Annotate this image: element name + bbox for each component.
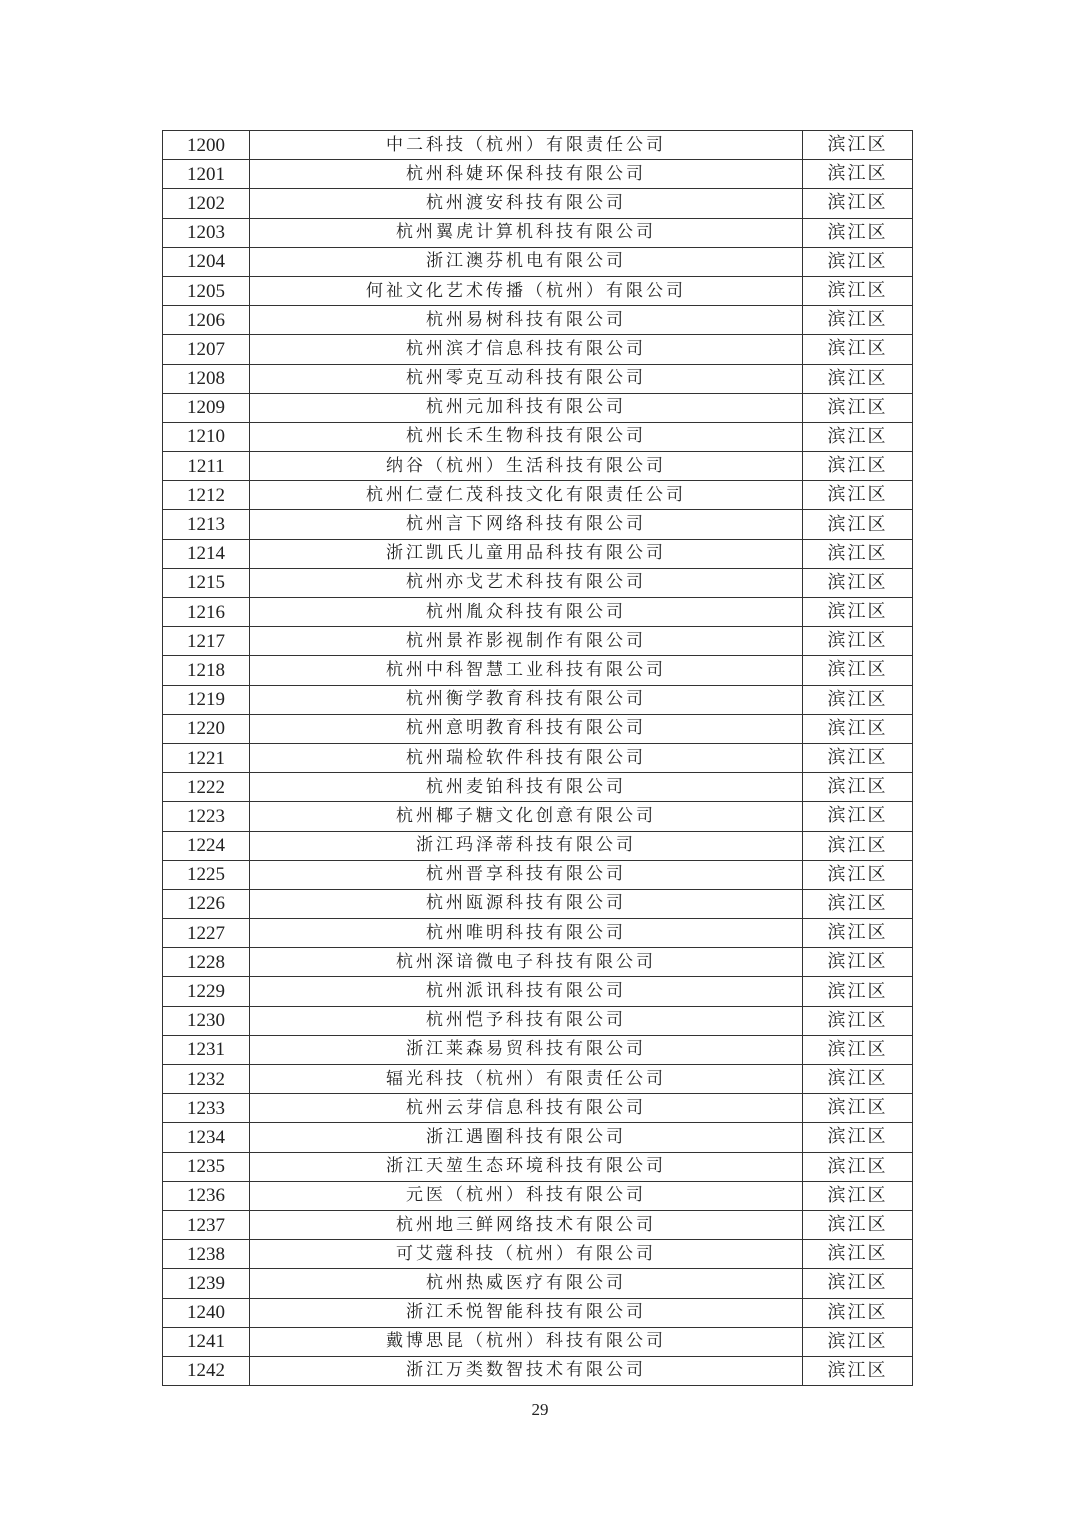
company-name-cell: 杭州科婕环保科技有限公司	[250, 160, 803, 189]
row-number-cell: 1240	[163, 1298, 250, 1327]
district-cell: 滨江区	[803, 335, 913, 364]
row-number-cell: 1213	[163, 510, 250, 539]
table-row	[163, 802, 913, 831]
table-row	[163, 1269, 913, 1298]
company-name-cell: 何祉文化艺术传播（杭州）有限公司	[250, 276, 803, 305]
company-name-cell: 辐光科技（杭州）有限责任公司	[250, 1065, 803, 1094]
district-cell: 滨江区	[803, 773, 913, 802]
company-name-cell: 杭州翼虎计算机科技有限公司	[250, 218, 803, 247]
district-cell: 滨江区	[803, 247, 913, 276]
company-name-cell: 杭州热威医疗有限公司	[250, 1269, 803, 1298]
company-name-cell: 杭州派讯科技有限公司	[250, 977, 803, 1006]
table-row	[163, 247, 913, 276]
row-number-cell: 1233	[163, 1094, 250, 1123]
page-number: 29	[531, 1400, 549, 1419]
district-cell: 滨江区	[803, 743, 913, 772]
row-number-cell: 1206	[163, 306, 250, 335]
row-number-cell: 1220	[163, 714, 250, 743]
table-row	[163, 1356, 913, 1385]
table-row	[163, 393, 913, 422]
district-cell: 滨江区	[803, 422, 913, 451]
row-number-cell: 1231	[163, 1035, 250, 1064]
company-name-cell: 浙江凯氏儿童用品科技有限公司	[250, 539, 803, 568]
district-cell: 滨江区	[803, 1123, 913, 1152]
row-number-cell: 1217	[163, 627, 250, 656]
company-name-cell: 杭州亦戈艺术科技有限公司	[250, 568, 803, 597]
district-cell: 滨江区	[803, 656, 913, 685]
company-name-cell: 浙江禾悦智能科技有限公司	[250, 1298, 803, 1327]
company-name-cell: 元医（杭州）科技有限公司	[250, 1181, 803, 1210]
company-name-cell: 杭州瑞检软件科技有限公司	[250, 743, 803, 772]
table-row	[163, 1240, 913, 1269]
row-number-cell: 1200	[163, 131, 250, 160]
row-number-cell: 1235	[163, 1152, 250, 1181]
district-cell: 滨江区	[803, 1094, 913, 1123]
row-number-cell: 1215	[163, 568, 250, 597]
district-cell: 滨江区	[803, 1240, 913, 1269]
company-list-table	[162, 130, 913, 1386]
company-name-cell: 杭州易树科技有限公司	[250, 306, 803, 335]
table-row	[163, 364, 913, 393]
table-row	[163, 919, 913, 948]
company-name-cell: 杭州云芽信息科技有限公司	[250, 1094, 803, 1123]
table-row	[163, 568, 913, 597]
table-row	[163, 160, 913, 189]
district-cell: 滨江区	[803, 510, 913, 539]
table-row	[163, 335, 913, 364]
company-name-cell: 杭州地三鲜网络技术有限公司	[250, 1210, 803, 1239]
row-number-cell: 1209	[163, 393, 250, 422]
table-row	[163, 1298, 913, 1327]
table-body	[163, 131, 913, 1386]
company-name-cell: 浙江玛泽蒂科技有限公司	[250, 831, 803, 860]
row-number-cell: 1237	[163, 1210, 250, 1239]
company-name-cell: 杭州长禾生物科技有限公司	[250, 422, 803, 451]
row-number-cell: 1216	[163, 598, 250, 627]
table-row	[163, 1210, 913, 1239]
table-row	[163, 1035, 913, 1064]
company-name-cell: 中二科技（杭州）有限责任公司	[250, 131, 803, 160]
row-number-cell: 1232	[163, 1065, 250, 1094]
company-name-cell: 杭州唯明科技有限公司	[250, 919, 803, 948]
table-row	[163, 831, 913, 860]
company-name-cell: 戴博思昆（杭州）科技有限公司	[250, 1327, 803, 1356]
row-number-cell: 1207	[163, 335, 250, 364]
company-name-cell: 杭州恺予科技有限公司	[250, 1006, 803, 1035]
company-name-cell: 浙江遇圈科技有限公司	[250, 1123, 803, 1152]
row-number-cell: 1203	[163, 218, 250, 247]
district-cell: 滨江区	[803, 568, 913, 597]
district-cell: 滨江区	[803, 1327, 913, 1356]
district-cell: 滨江区	[803, 889, 913, 918]
row-number-cell: 1224	[163, 831, 250, 860]
row-number-cell: 1214	[163, 539, 250, 568]
row-number-cell: 1228	[163, 948, 250, 977]
district-cell: 滨江区	[803, 598, 913, 627]
company-name-cell: 浙江莱森易贸科技有限公司	[250, 1035, 803, 1064]
company-name-cell: 杭州言下网络科技有限公司	[250, 510, 803, 539]
table-row	[163, 743, 913, 772]
company-name-cell: 纳谷（杭州）生活科技有限公司	[250, 452, 803, 481]
table-row	[163, 306, 913, 335]
company-name-cell: 浙江天堃生态环境科技有限公司	[250, 1152, 803, 1181]
table-row	[163, 627, 913, 656]
row-number-cell: 1210	[163, 422, 250, 451]
table-row	[163, 1152, 913, 1181]
company-name-cell: 杭州滨才信息科技有限公司	[250, 335, 803, 364]
row-number-cell: 1236	[163, 1181, 250, 1210]
row-number-cell: 1202	[163, 189, 250, 218]
company-name-cell: 杭州零克互动科技有限公司	[250, 364, 803, 393]
district-cell: 滨江区	[803, 1298, 913, 1327]
table-row	[163, 1006, 913, 1035]
row-number-cell: 1229	[163, 977, 250, 1006]
row-number-cell: 1234	[163, 1123, 250, 1152]
company-name-cell: 杭州胤众科技有限公司	[250, 598, 803, 627]
district-cell: 滨江区	[803, 131, 913, 160]
table-row	[163, 773, 913, 802]
row-number-cell: 1222	[163, 773, 250, 802]
district-cell: 滨江区	[803, 1006, 913, 1035]
company-name-cell: 杭州景祚影视制作有限公司	[250, 627, 803, 656]
district-cell: 滨江区	[803, 919, 913, 948]
row-number-cell: 1238	[163, 1240, 250, 1269]
row-number-cell: 1211	[163, 452, 250, 481]
table-row	[163, 422, 913, 451]
row-number-cell: 1208	[163, 364, 250, 393]
district-cell: 滨江区	[803, 714, 913, 743]
row-number-cell: 1225	[163, 860, 250, 889]
company-name-cell: 杭州麦铂科技有限公司	[250, 773, 803, 802]
company-name-cell: 杭州深谙微电子科技有限公司	[250, 948, 803, 977]
company-name-cell: 杭州晋享科技有限公司	[250, 860, 803, 889]
district-cell: 滨江区	[803, 627, 913, 656]
row-number-cell: 1219	[163, 685, 250, 714]
row-number-cell: 1201	[163, 160, 250, 189]
company-name-cell: 杭州仁壹仁茂科技文化有限责任公司	[250, 481, 803, 510]
table-row	[163, 510, 913, 539]
district-cell: 滨江区	[803, 1181, 913, 1210]
district-cell: 滨江区	[803, 218, 913, 247]
company-name-cell: 杭州意明教育科技有限公司	[250, 714, 803, 743]
row-number-cell: 1227	[163, 919, 250, 948]
district-cell: 滨江区	[803, 1210, 913, 1239]
table-row	[163, 1123, 913, 1152]
district-cell: 滨江区	[803, 481, 913, 510]
table-row	[163, 218, 913, 247]
company-name-cell: 杭州中科智慧工业科技有限公司	[250, 656, 803, 685]
company-name-cell: 杭州椰子糖文化创意有限公司	[250, 802, 803, 831]
table-row	[163, 685, 913, 714]
row-number-cell: 1242	[163, 1356, 250, 1385]
district-cell: 滨江区	[803, 802, 913, 831]
company-name-cell: 可艾蔻科技（杭州）有限公司	[250, 1240, 803, 1269]
company-name-cell: 浙江澳芬机电有限公司	[250, 247, 803, 276]
table-row	[163, 656, 913, 685]
company-name-cell: 杭州瓯源科技有限公司	[250, 889, 803, 918]
company-name-cell: 浙江万类数智技术有限公司	[250, 1356, 803, 1385]
district-cell: 滨江区	[803, 1356, 913, 1385]
district-cell: 滨江区	[803, 189, 913, 218]
table-row	[163, 452, 913, 481]
table-row	[163, 131, 913, 160]
row-number-cell: 1212	[163, 481, 250, 510]
table-row	[163, 481, 913, 510]
district-cell: 滨江区	[803, 948, 913, 977]
table-row	[163, 539, 913, 568]
district-cell: 滨江区	[803, 831, 913, 860]
table-row	[163, 1065, 913, 1094]
table-row	[163, 860, 913, 889]
table-row	[163, 1327, 913, 1356]
table-row	[163, 1181, 913, 1210]
company-name-cell: 杭州渡安科技有限公司	[250, 189, 803, 218]
district-cell: 滨江区	[803, 539, 913, 568]
row-number-cell: 1226	[163, 889, 250, 918]
district-cell: 滨江区	[803, 452, 913, 481]
district-cell: 滨江区	[803, 1065, 913, 1094]
table-row	[163, 276, 913, 305]
row-number-cell: 1204	[163, 247, 250, 276]
district-cell: 滨江区	[803, 860, 913, 889]
table-row	[163, 1094, 913, 1123]
district-cell: 滨江区	[803, 276, 913, 305]
table-row	[163, 598, 913, 627]
district-cell: 滨江区	[803, 1152, 913, 1181]
row-number-cell: 1230	[163, 1006, 250, 1035]
district-cell: 滨江区	[803, 306, 913, 335]
table-row	[163, 889, 913, 918]
row-number-cell: 1241	[163, 1327, 250, 1356]
district-cell: 滨江区	[803, 160, 913, 189]
row-number-cell: 1239	[163, 1269, 250, 1298]
district-cell: 滨江区	[803, 1269, 913, 1298]
district-cell: 滨江区	[803, 364, 913, 393]
table-row	[163, 948, 913, 977]
district-cell: 滨江区	[803, 977, 913, 1006]
district-cell: 滨江区	[803, 393, 913, 422]
table-row	[163, 714, 913, 743]
row-number-cell: 1223	[163, 802, 250, 831]
row-number-cell: 1205	[163, 276, 250, 305]
district-cell: 滨江区	[803, 685, 913, 714]
table-row	[163, 977, 913, 1006]
company-name-cell: 杭州元加科技有限公司	[250, 393, 803, 422]
row-number-cell: 1221	[163, 743, 250, 772]
table-row	[163, 189, 913, 218]
row-number-cell: 1218	[163, 656, 250, 685]
district-cell: 滨江区	[803, 1035, 913, 1064]
company-name-cell: 杭州衡学教育科技有限公司	[250, 685, 803, 714]
